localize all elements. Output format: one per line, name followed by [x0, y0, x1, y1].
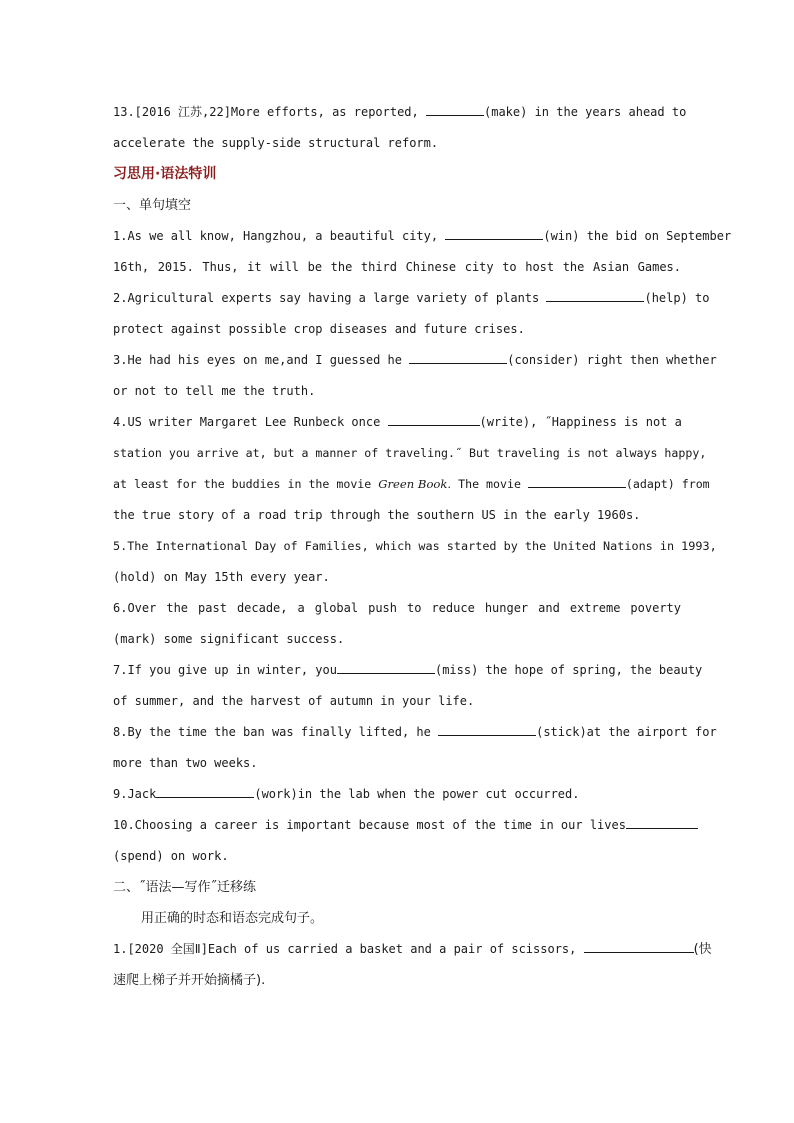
part-2-item-1-line-2: 速爬上梯子并开始摘橘子). — [113, 973, 266, 988]
part-2-instruction: 用正确的时态和语态完成句子。 — [141, 911, 324, 926]
item-4-line-1: 4.US writer Margaret Lee Runbeck once (write), ˝Happiness is not a — [113, 415, 682, 429]
worksheet-page — [113, 97, 732, 996]
item-2-line-1: 2.Agricultural experts say having a large variety of plants (help) to — [113, 291, 710, 305]
item-6-line-1: 6.Over the past decade, a global push to reduce hunger and extreme poverty — [113, 601, 681, 615]
answer-blank[interactable] — [626, 816, 698, 829]
answer-blank[interactable] — [584, 940, 694, 953]
item-8-line-2: more than two weeks. — [113, 756, 258, 770]
item-1-line-1: 1.As we all know, Hangzhou, a beautiful city, (win) the bid on September — [113, 229, 732, 243]
answer-blank[interactable] — [156, 785, 254, 798]
item-9-line-1: 9.Jack (work)in the lab when the power cut occurred. — [113, 787, 580, 801]
answer-blank[interactable] — [445, 227, 543, 240]
part-1-heading: 一、单句填空 — [113, 198, 192, 213]
item-2-line-2: protect against possible crop diseases and future crises. — [113, 322, 525, 336]
answer-blank[interactable] — [337, 661, 435, 674]
item-8-line-1: 8.By the time the ban was finally lifted, he (stick)at the airport for — [113, 725, 717, 739]
item-10-line-1: 10.Choosing a career is important because most of the time in our lives — [113, 810, 681, 841]
item-4-line-4: the true story of a road trip through the southern US in the early 1960s. — [113, 508, 641, 522]
item-4-line-3: at least for the buddies in the movie Green Book. The movie (adapt) from — [113, 477, 710, 491]
answer-blank[interactable] — [409, 351, 507, 364]
part-2-item-1-line-1: 1.[2020 全国Ⅱ]Each of us carried a basket and a pair of scissors, (快 — [113, 942, 712, 957]
section-title: 习思用·语法特训 — [113, 166, 217, 182]
part-2-heading: 二、˝语法—写作˝迁移练 — [113, 880, 257, 895]
answer-blank[interactable] — [426, 103, 484, 116]
item-7-line-2: of summer, and the harvest of autumn in your life. — [113, 694, 475, 708]
item-1-line-2: 16th, 2015. Thus, it will be the third Chinese city to host the Asian Games. — [113, 260, 681, 274]
answer-blank[interactable] — [388, 413, 480, 426]
item-10-line-2: (spend) on work. — [113, 849, 229, 863]
item-4-line-2: station you arrive at, but a manner of traveling.˝ But traveling is not always happy, — [113, 446, 707, 460]
item-5-line-1: 5.The International Day of Families, which was started by the United Nations in 1993, — [113, 539, 717, 553]
movie-title: Green Book. — [378, 477, 452, 491]
answer-blank[interactable] — [528, 475, 626, 488]
item-6-line-2: (mark) some significant success. — [113, 632, 345, 646]
item-7-line-1: 7.If you give up in winter, you (miss) the hope of spring, the beauty — [113, 663, 703, 677]
answer-blank[interactable] — [438, 723, 536, 736]
item-3-line-1: 3.He had his eyes on me,and I guessed he (consider) right then whether — [113, 353, 717, 367]
item-5-line-2: (hold) on May 15th every year. — [113, 570, 330, 584]
item-3-line-2: or not to tell me the truth. — [113, 384, 316, 398]
question-13-line-1: 13.[2016 江苏,22]More efforts, as reported, (make) in the years ahead to — [113, 105, 687, 119]
answer-blank[interactable] — [546, 289, 644, 302]
question-13-line-2: accelerate the supply-side structural reform. — [113, 136, 439, 150]
